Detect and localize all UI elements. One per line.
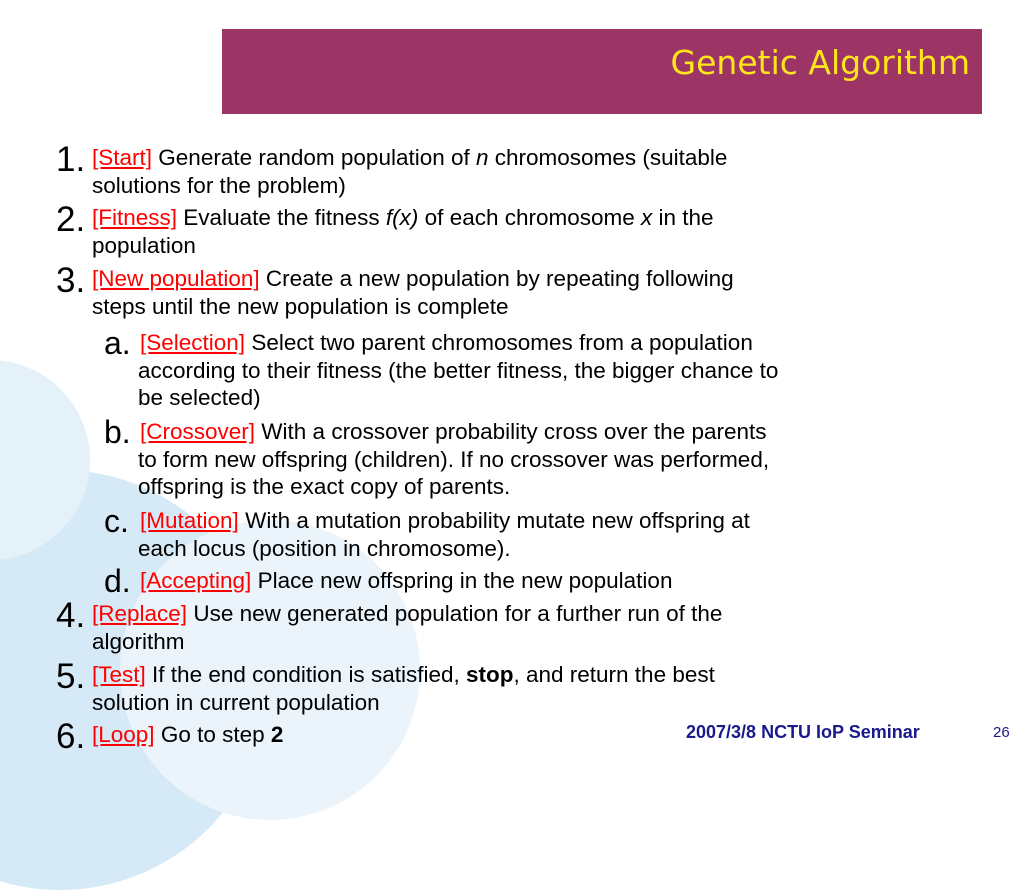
item-line: to form new offspring (children). If no crossover was performed, bbox=[138, 447, 770, 472]
item-number: 6. bbox=[56, 717, 86, 756]
item-line: solutions for the problem) bbox=[92, 173, 346, 198]
page-number: 26 bbox=[993, 724, 1010, 741]
item-number: 3. bbox=[56, 261, 86, 300]
item-line: [New population] Create a new population by repeating following bbox=[92, 266, 734, 291]
slide-title: Genetic Algorithm bbox=[670, 43, 970, 82]
item-tag: [Fitness] bbox=[92, 205, 178, 230]
item-line: [Mutation] With a mutation probability mutate new offspring at bbox=[140, 508, 750, 533]
footer-text: 2007/3/8 NCTU IoP Seminar bbox=[686, 722, 920, 742]
sub-item-letter: b. bbox=[104, 414, 131, 450]
item-line: solution in current population bbox=[92, 690, 380, 715]
item-tag: [Selection] bbox=[140, 330, 246, 355]
sub-item-letter: a. bbox=[104, 325, 131, 361]
item-line: [Crossover] With a crossover probability cross over the parents bbox=[140, 419, 767, 444]
item-line: population bbox=[92, 233, 196, 258]
item-line: offspring is the exact copy of parents. bbox=[138, 474, 511, 499]
item-line: [Accepting] Place new offspring in the new population bbox=[140, 568, 673, 593]
item-tag: [Accepting] bbox=[140, 568, 252, 593]
item-tag: [Loop] bbox=[92, 722, 155, 747]
sub-item-letter: c. bbox=[104, 503, 129, 539]
item-line: [Start] Generate random population of n chromosomes (suitable bbox=[92, 145, 728, 170]
item-tag: [Replace] bbox=[92, 601, 188, 626]
item-tag: [Mutation] bbox=[140, 508, 239, 533]
item-line: steps until the new population is complete bbox=[92, 294, 509, 319]
item-line: [Test] If the end condition is satisfied, stop, and return the best bbox=[92, 662, 715, 687]
item-number: 2. bbox=[56, 200, 86, 239]
item-line: algorithm bbox=[92, 629, 185, 654]
item-tag: [Test] bbox=[92, 662, 146, 687]
item-tag: [Start] bbox=[92, 145, 153, 170]
item-number: 5. bbox=[56, 657, 86, 696]
item-tag: [New population] bbox=[92, 266, 260, 291]
item-line: [Fitness] Evaluate the fitness f(x) of each chromosome x in the bbox=[92, 205, 714, 230]
item-tag: [Crossover] bbox=[140, 419, 256, 444]
item-line: be selected) bbox=[138, 385, 261, 410]
item-line: according to their fitness (the better fitness, the bigger chance to bbox=[138, 358, 779, 383]
item-line: each locus (position in chromosome). bbox=[138, 536, 511, 561]
title-bar bbox=[222, 29, 982, 114]
item-line: [Selection] Select two parent chromosomes from a population bbox=[140, 330, 753, 355]
sub-item-letter: d. bbox=[104, 563, 131, 599]
item-number: 4. bbox=[56, 596, 86, 635]
item-line: [Loop] Go to step 2 bbox=[92, 722, 284, 747]
item-number: 1. bbox=[56, 140, 86, 179]
item-line: [Replace] Use new generated population for a further run of the bbox=[92, 601, 723, 626]
